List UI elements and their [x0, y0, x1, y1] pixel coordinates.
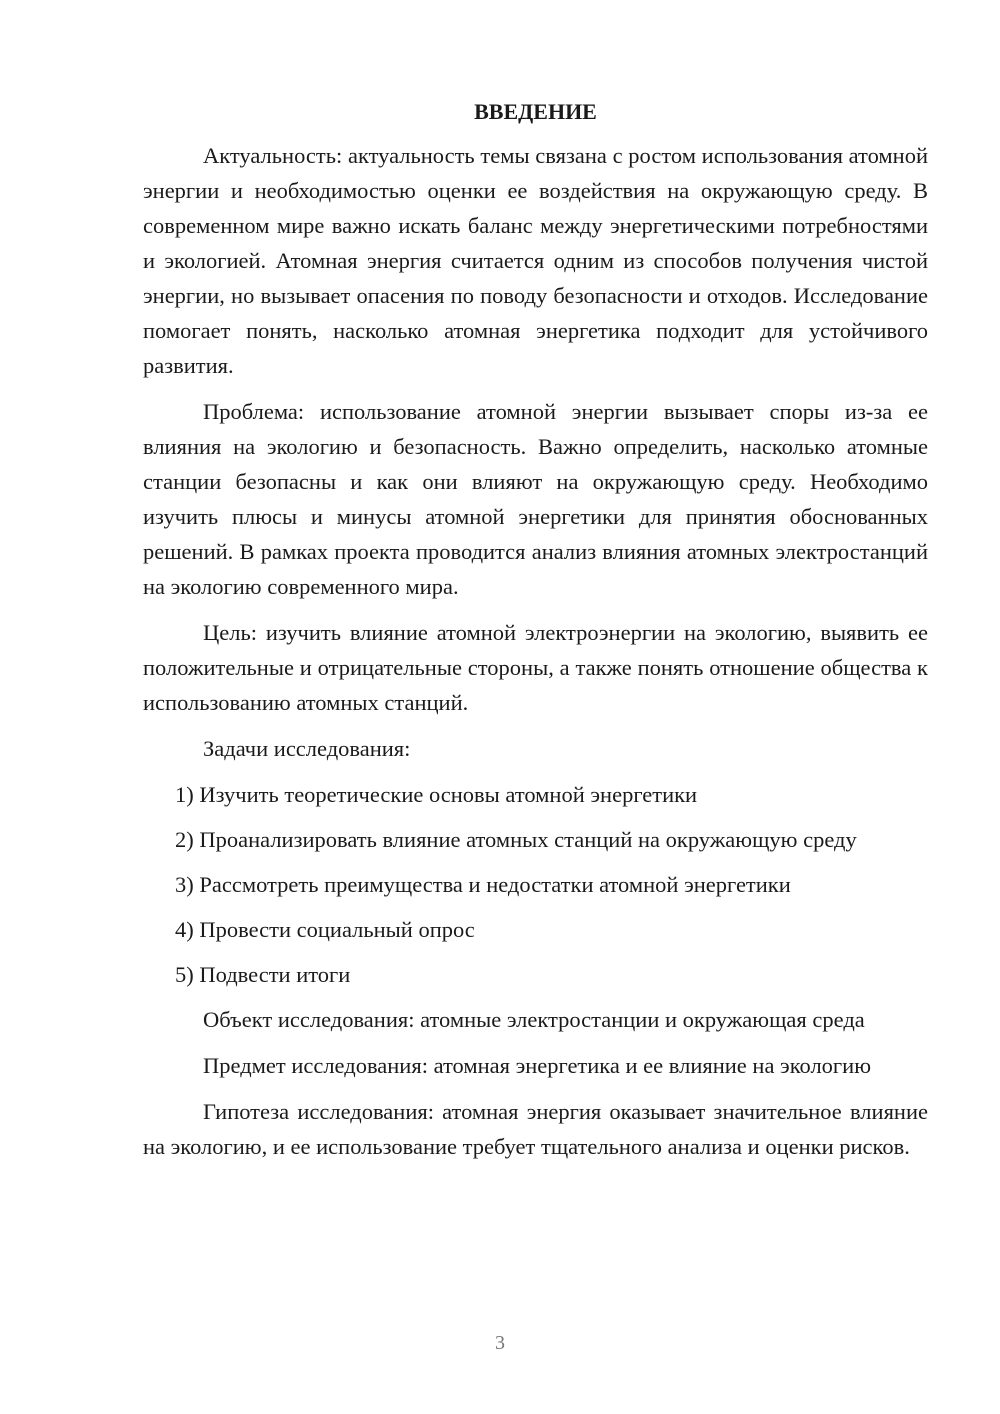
task-item: 2) Проанализировать влияние атомных станций на окружающую среду — [175, 827, 857, 852]
task-item: 1) Изучить теоретические основы атомной энергетики — [175, 782, 698, 807]
subject-paragraph: Предмет исследования: атомная энергетика и ее влияние на экологию — [203, 1053, 872, 1078]
section-title: ВВЕДЕНИЕ — [474, 99, 597, 124]
tasks-heading: Задачи исследования: — [203, 736, 411, 761]
page-number: 3 — [495, 1332, 505, 1354]
goal-paragraph: Цель: изучить влияние атомной электроэнергии на экологию, выявить ее положительные и отрицательные стороны, а также понять отношение общества к использованию атомных станций. — [143, 620, 928, 715]
task-item: 4) Провести социальный опрос — [175, 917, 475, 942]
document-page — [143, 94, 928, 1175]
problem-paragraph: Проблема: использование атомной энергии вызывает споры из-за ее влияния на экологию и безопасность. Важно определить, насколько атомные станции безопасны и как они влияют на окружающую среду. Необходимо изучить плюсы и минусы атомной энергетики для принятия обоснованных решений. В рамках проекта проводится анализ влияния атомных электростанций на экологию современного мира. — [143, 399, 928, 599]
relevance-paragraph: Актуальность: актуальность темы связана с ростом использования атомной энергии и необходимостью оценки ее воздействия на окружающую среду. В современном мире важно искать баланс между энергетическими потребностями и экологией. Атомная энергия считается одним из способов получения чистой энергии, но вызывает опасения по поводу безопасности и отходов. Исследование помогает понять, насколько атомная энергетика подходит для устойчивого развития. — [143, 143, 928, 378]
hypothesis-paragraph: Гипотеза исследования: атомная энергия оказывает значительное влияние на экологию, и ее использование требует тщательного анализа и оценки рисков. — [143, 1099, 928, 1159]
object-paragraph: Объект исследования: атомные электростанции и окружающая среда — [203, 1007, 865, 1032]
task-item: 5) Подвести итоги — [175, 962, 351, 987]
task-item: 3) Рассмотреть преимущества и недостатки атомной энергетики — [175, 872, 791, 897]
